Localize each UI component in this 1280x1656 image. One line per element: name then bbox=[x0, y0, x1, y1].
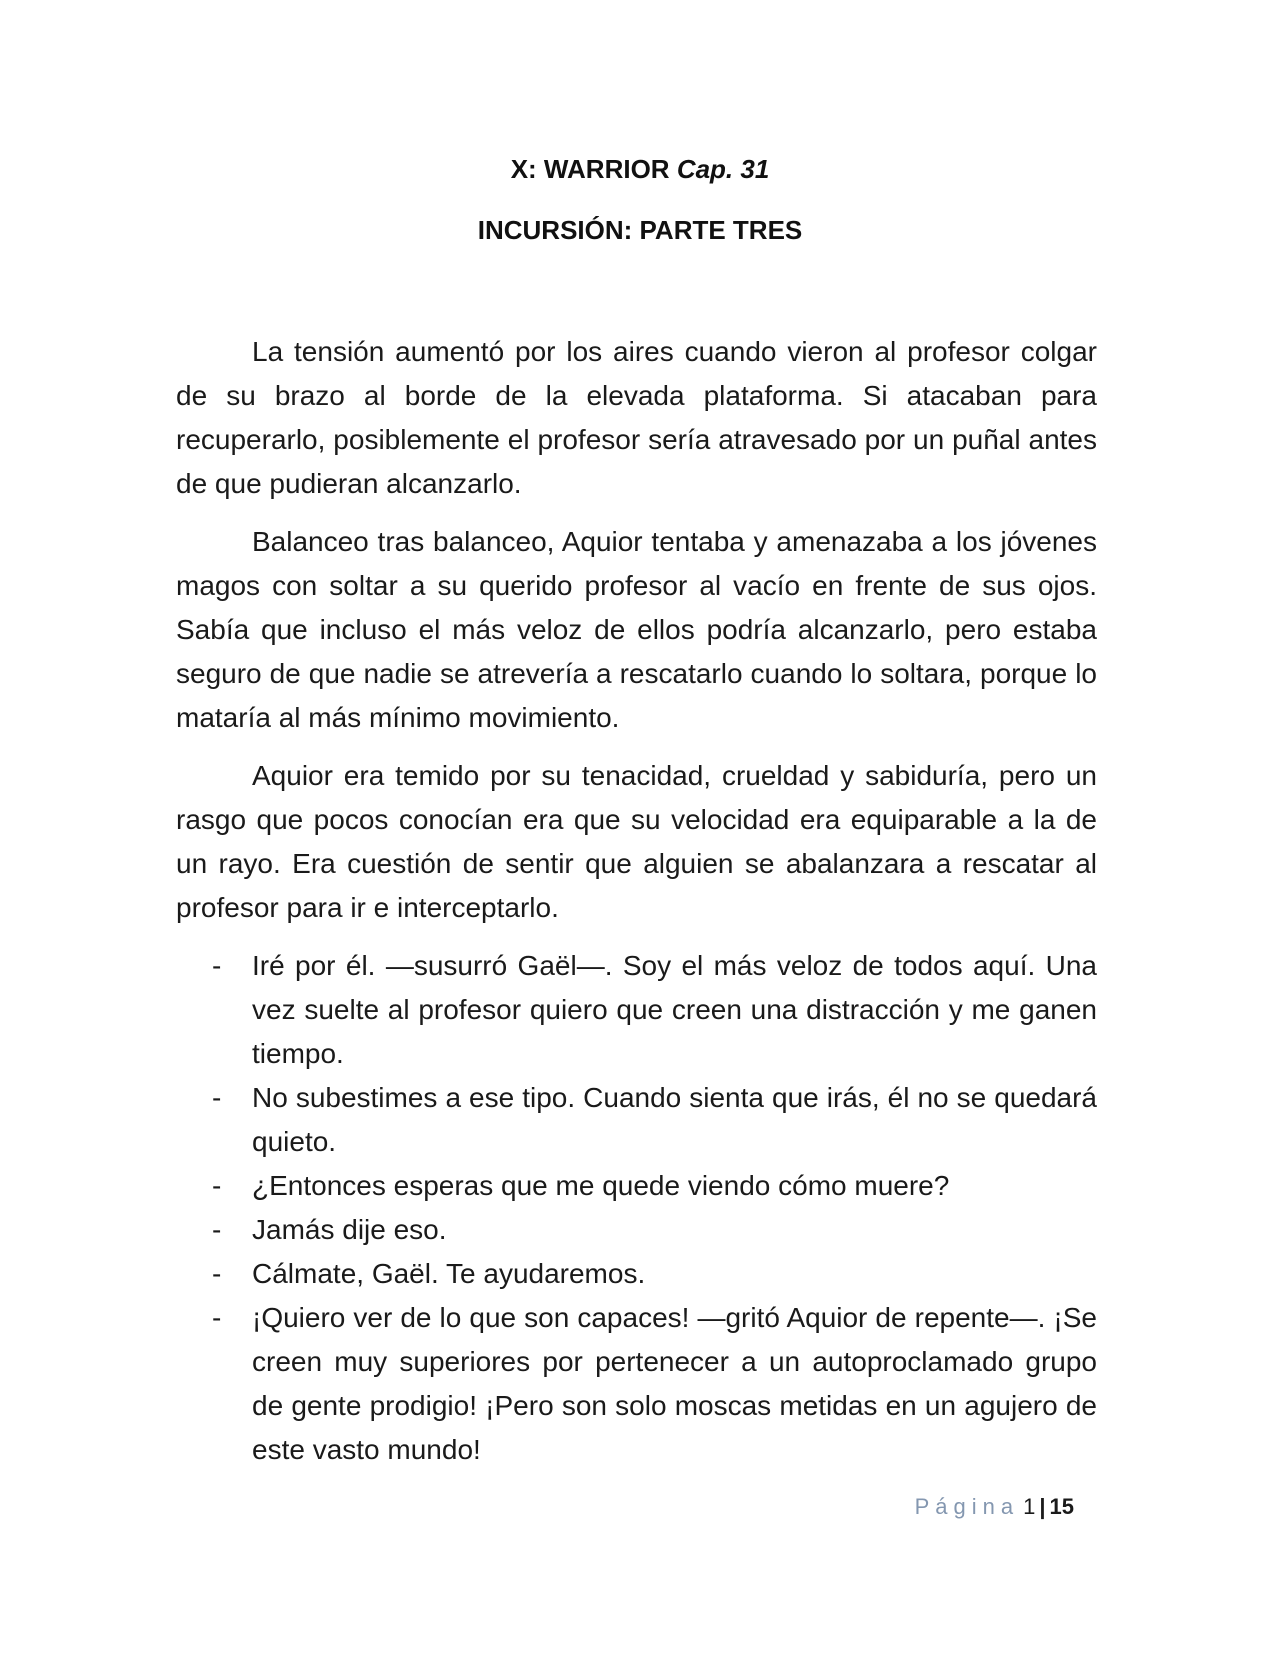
page-label: Página bbox=[914, 1494, 1020, 1519]
chapter-number: Cap. 31 bbox=[676, 154, 770, 184]
dialogue-line bbox=[176, 1164, 1097, 1208]
dialogue-text: Iré por él. —susurró Gaël—. Soy el más veloz de todos aquí. Una vez suelte al profesor quiero que creen una distracción y me ganen tiempo. bbox=[252, 950, 1097, 1069]
page-number: 1 bbox=[1023, 1494, 1036, 1519]
dash-bullet: - bbox=[212, 1214, 222, 1245]
page-separator: | bbox=[1039, 1494, 1046, 1519]
body-text bbox=[176, 330, 1097, 1472]
series-title: X: WARRIOR bbox=[510, 154, 670, 184]
page-total: 15 bbox=[1049, 1494, 1074, 1519]
dash-bullet: - bbox=[212, 1302, 222, 1333]
paragraph: Balanceo tras balanceo, Aquior tentaba y amenazaba a los jóvenes magos con soltar a su querido profesor al vacío en frente de sus ojos. Sabía que incluso el más veloz de ellos podría alcanzarlo, pero estaba seguro de que nadie se atrevería a rescatarlo cuando lo soltara, porque lo mataría al más mínimo movimiento. bbox=[176, 526, 1097, 733]
dash-bullet: - bbox=[212, 950, 222, 981]
chapter-subtitle: INCURSIÓN: PARTE TRES bbox=[477, 215, 803, 245]
dialogue-text: ¡Quiero ver de lo que son capaces! —gritó Aquior de repente—. ¡Se creen muy superiores por pertenecer a un autoproclamado grupo de gente prodigio! ¡Pero son solo moscas metidas en un agujero de este vasto mundo! bbox=[252, 1302, 1097, 1465]
dialogue-line bbox=[176, 1296, 1097, 1472]
dialogue-line bbox=[176, 944, 1097, 1076]
dialogue-line bbox=[176, 1076, 1097, 1164]
dialogue-text: No subestimes a ese tipo. Cuando sienta que irás, él no se quedará quieto. bbox=[252, 1082, 1097, 1157]
chapter-title bbox=[0, 153, 1280, 185]
dash-bullet: - bbox=[212, 1170, 222, 1201]
dash-bullet: - bbox=[212, 1258, 222, 1289]
paragraph: Aquior era temido por su tenacidad, crueldad y sabiduría, pero un rasgo que pocos conocían era que su velocidad era equiparable a la de un rayo. Era cuestión de sentir que alguien se abalanzara a rescatar al profesor para ir e interceptarlo. bbox=[176, 760, 1097, 923]
dialogue-list bbox=[176, 944, 1097, 1472]
page-footer bbox=[0, 1493, 1074, 1521]
dialogue-line bbox=[176, 1208, 1097, 1252]
dialogue-text: Cálmate, Gaël. Te ayudaremos. bbox=[252, 1258, 646, 1289]
dash-bullet: - bbox=[212, 1082, 222, 1113]
dialogue-text: Jamás dije eso. bbox=[252, 1214, 447, 1245]
dialogue-text: ¿Entonces esperas que me quede viendo cómo muere? bbox=[252, 1170, 950, 1201]
paragraph: La tensión aumentó por los aires cuando vieron al profesor colgar de su brazo al borde de la elevada plataforma. Si atacaban para recuperarlo, posiblemente el profesor sería atravesado por un puñal antes de que pudieran alcanzarlo. bbox=[176, 336, 1097, 499]
dialogue-line bbox=[176, 1252, 1097, 1296]
